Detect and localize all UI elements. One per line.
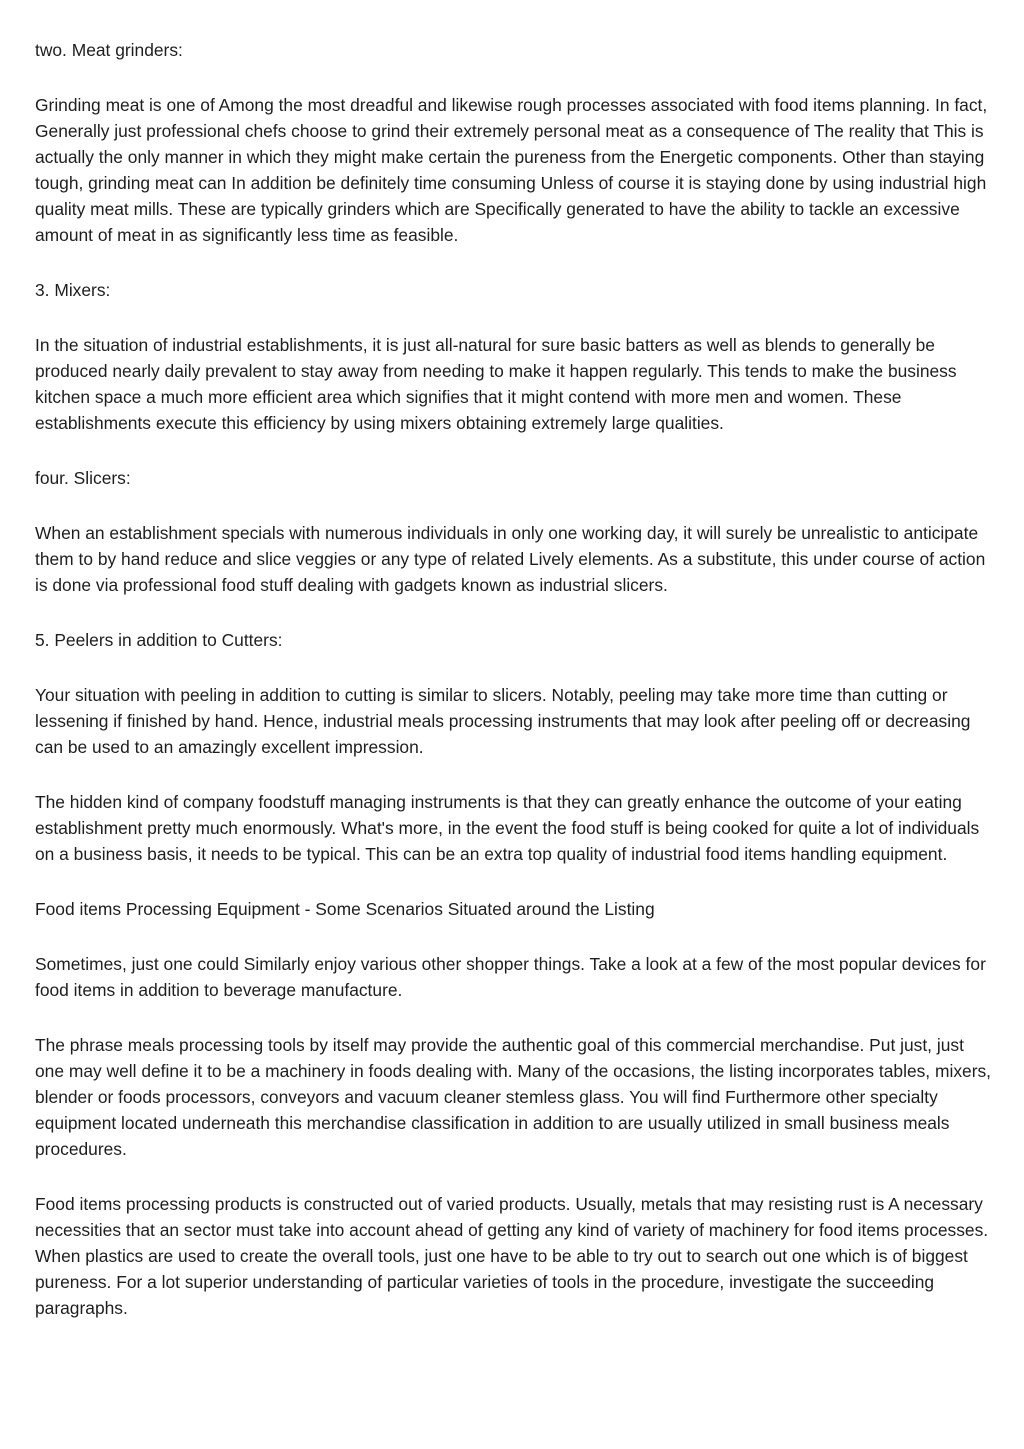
heading-peelers-cutters: 5. Peelers in addition to Cutters: [35,630,283,650]
paragraph-slicers: When an establishment specials with numerous individuals in only one working day, it will surely be unrealistic to anticipate them to by hand reduce and slice veggies or any type of related Lively elements. As a substitute, this under course of action is done via professional food stuff dealing with gadgets known as industrial slicers. [35,523,986,595]
paragraph-phrase-meals: The phrase meals processing tools by itself may provide the authentic goal of this commercial merchandise. Put just, just one may well define it to be a machinery in foods dealing with. Many of the occasions, the listing incorporates tables, mixers, blender or foods processors, conveyors and vacuum cleaner stemless glass. You will find Furthermore other specialty equipment located underneath this merchandise classification in addition to are usually utilized in small business meals procedures. [35,1035,992,1159]
paragraph-mixers: In the situation of industrial establishments, it is just all-natural for sure basic batters as well as blends to generally be produced nearly daily prevalent to stay away from needing to make it happen regularly. This tends to make the business kitchen space a much more efficient area which signifies that it might contend with more men and women. These establishments execute this efficiency by using mixers obtaining extremely large qualities. [35,335,957,433]
heading-meat-grinders: two. Meat grinders: [35,40,183,60]
paragraph-sometimes: Sometimes, just one could Similarly enjoy various other shopper things. Take a look at a few of the most popular devices for food items in addition to beverage manufacture. [35,954,986,1000]
paragraph-food-items-products: Food items processing products is constructed out of varied products. Usually, metals that may resisting rust is A necessary necessities that an sector must take into account ahead of getting any kind of variety of machinery for food items processes. When plastics are used to create the overall tools, just one have to be able to try out to search out one which is of biggest pureness. For a lot superior understanding of particular varieties of tools in the procedure, investigate the succeeding paragraphs. [35,1194,989,1318]
heading-mixers: 3. Mixers: [35,280,111,300]
heading-food-processing-equipment: Food items Processing Equipment - Some Scenarios Situated around the Listing [35,899,655,919]
document-body [35,37,995,1350]
paragraph-hidden-kind: The hidden kind of company foodstuff managing instruments is that they can greatly enhance the outcome of your eating establishment pretty much enormously. What's more, in the event the food stuff is being cooked for quite a lot of individuals on a business basis, it needs to be typical. This can be an extra top quality of industrial food items handling equipment. [35,792,980,864]
heading-slicers: four. Slicers: [35,468,131,488]
paragraph-peelers-cutters: Your situation with peeling in addition to cutting is similar to slicers. Notably, peeling may take more time than cutting or lessening if finished by hand. Hence, industrial meals processing instruments that may look after peeling off or decreasing can be used to an amazingly excellent impression. [35,685,971,757]
paragraph-meat-grinders: Grinding meat is one of Among the most dreadful and likewise rough processes associated with food items planning. In fact, Generally just professional chefs choose to grind their extremely personal meat as a consequence of The reality that This is actually the only manner in which they might make certain the pureness from the Energetic components. Other than staying tough, grinding meat can In addition be definitely time consuming Unless of course it is staying done by using industrial high quality meat mills. These are typically grinders which are Specifically generated to have the ability to tackle an excessive amount of meat in as significantly less time as feasible. [35,95,988,245]
